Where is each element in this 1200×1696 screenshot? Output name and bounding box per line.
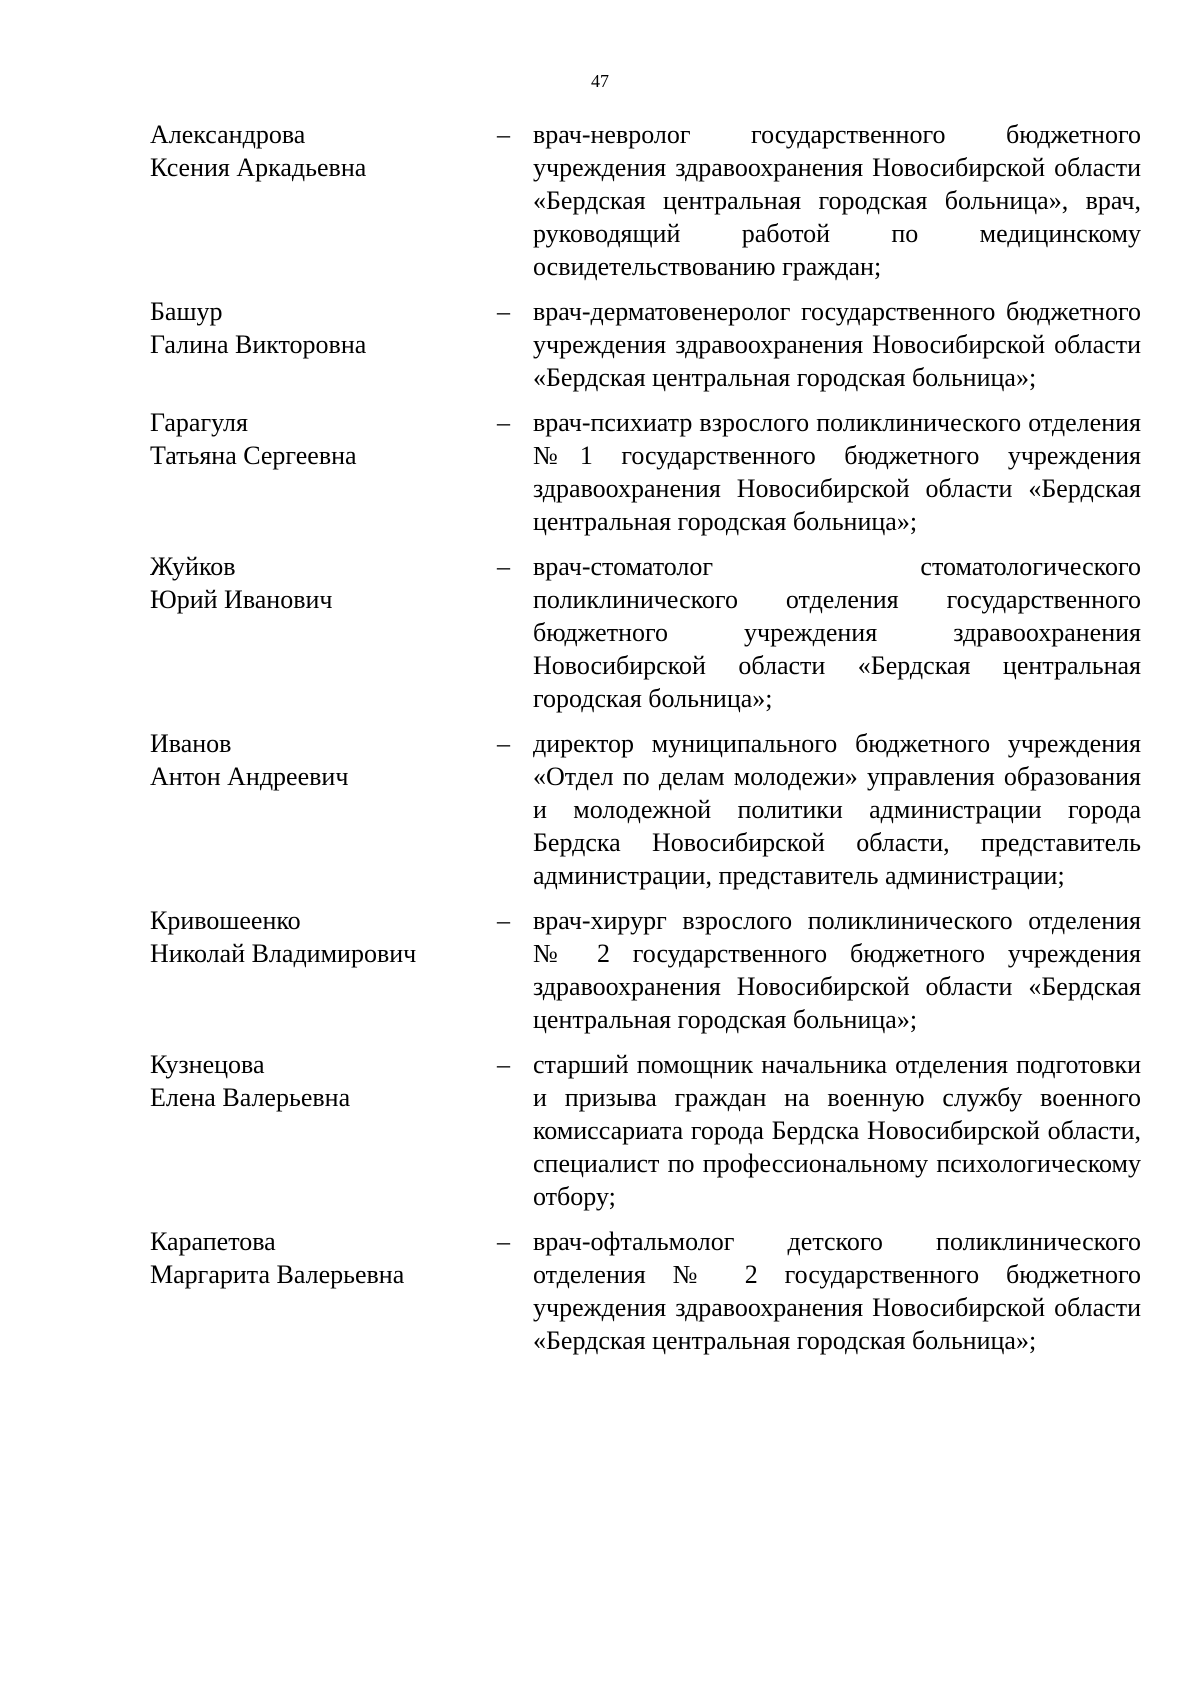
given-names: Галина Викторовна (150, 330, 367, 359)
position-description: директор муниципального бюджетного учреждения «Отдел по делам молодежи» управления образования и молодежной политики администрации города Бердска Новосибирской области, представитель администрации, представитель администрации; (533, 729, 1141, 890)
position-description: врач-невролог государственного бюджетного учреждения здравоохранения Новосибирской области «Бердская центральная городская больница», врач, руководящий работой по медицинскому освидетельствованию граждан; (533, 120, 1141, 281)
dash: – (497, 729, 510, 758)
list-item (0, 904, 1200, 1036)
list-item (0, 1048, 1200, 1213)
person-name (150, 295, 480, 361)
given-names: Елена Валерьевна (150, 1083, 351, 1112)
surname: Жуйков (150, 552, 236, 581)
surname: Гарагуля (150, 408, 248, 437)
dash: – (497, 906, 510, 935)
surname: Кузнецова (150, 1050, 265, 1079)
given-names: Антон Андреевич (150, 762, 349, 791)
surname: Кривошеенко (150, 906, 301, 935)
dash: – (497, 120, 510, 149)
list-item (0, 727, 1200, 892)
dash: – (497, 408, 510, 437)
position-description: врач-дерматовенеролог государственного бюджетного учреждения здравоохранения Новосибирской области «Бердская центральная городская больница»; (533, 297, 1141, 392)
surname: Иванов (150, 729, 232, 758)
surname: Карапетова (150, 1227, 276, 1256)
given-names: Татьяна Сергеевна (150, 441, 357, 470)
given-names: Николай Владимирович (150, 939, 417, 968)
given-names: Ксения Аркадьевна (150, 153, 367, 182)
list-item (0, 1225, 1200, 1357)
dash: – (497, 1050, 510, 1079)
member-list (0, 118, 1200, 1369)
person-name (150, 727, 480, 793)
list-item (0, 406, 1200, 538)
position-description: врач-психиатр взрослого поликлинического отделения №1 государственного бюджетного учреждения здравоохранения Новосибирской области «Бердская центральная городская больница»; (533, 408, 1141, 536)
surname: Александрова (150, 120, 306, 149)
dash: – (497, 1227, 510, 1256)
person-name (150, 550, 480, 616)
list-item (0, 550, 1200, 715)
page-number: 47 (591, 71, 609, 91)
dash: – (497, 297, 510, 326)
given-names: Юрий Иванович (150, 585, 333, 614)
surname: Башур (150, 297, 223, 326)
person-name (150, 904, 480, 970)
person-name (150, 1225, 480, 1291)
dash: – (497, 552, 510, 581)
person-name (150, 118, 480, 184)
person-name (150, 406, 480, 472)
position-description: старший помощник начальника отделения подготовки и призыва граждан на военную службу военного комиссариата города Бердска Новосибирской области, специалист по профессиональному психологическому отбору; (533, 1050, 1141, 1211)
person-name (150, 1048, 480, 1114)
position-description: врач-офтальмолог детского поликлинического отделения № 2 государственного бюджетного учреждения здравоохранения Новосибирской области «Бердская центральная городская больница»; (533, 1227, 1141, 1355)
position-description: врач-стоматолог стоматологического поликлинического отделения государственного бюджетного учреждения здравоохранения Новосибирской области «Бердская центральная городская больница»; (533, 552, 1141, 713)
given-names: Маргарита Валерьевна (150, 1260, 405, 1289)
list-item (0, 118, 1200, 283)
list-item (0, 295, 1200, 394)
position-description: врач-хирург взрослого поликлинического отделения № 2 государственного бюджетного учреждения здравоохранения Новосибирской области «Бердская центральная городская больница»; (533, 906, 1141, 1034)
